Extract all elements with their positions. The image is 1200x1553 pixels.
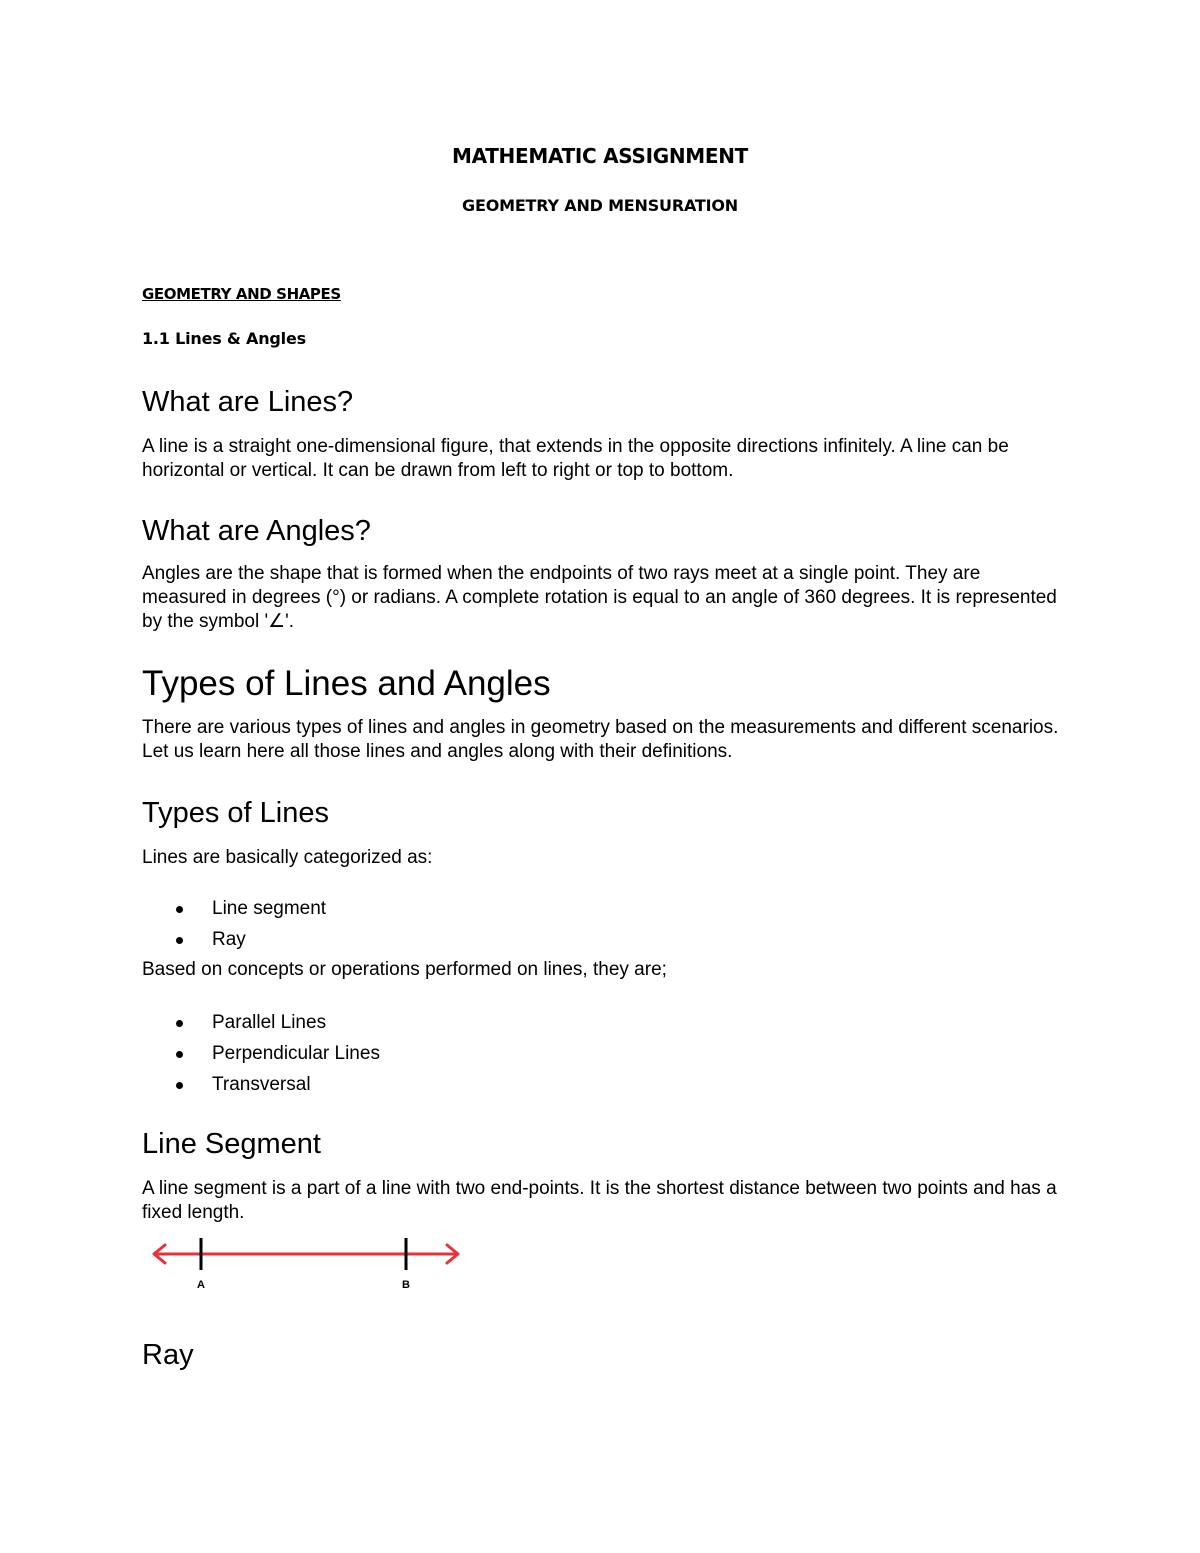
- line-operations-list: [142, 1007, 380, 1100]
- point-b-label: B: [402, 1279, 410, 1291]
- angles-paragraph: Angles are the shape that is formed when the endpoints of two rays meet at a single point. They are measured in degrees (°) or radians. A complete rotation is equal to an angle of 360 degrees. It is represented by the symbol '∠'.: [142, 563, 1057, 632]
- types-of-lines-intro: Lines are basically categorized as:: [142, 847, 433, 868]
- line-categories-list: [142, 893, 326, 955]
- angles-heading: What are Angles?: [142, 515, 371, 547]
- list-item: Transversal: [142, 1069, 380, 1100]
- section-label: GEOMETRY AND SHAPES: [142, 285, 341, 303]
- types-paragraph: There are various types of lines and angles in geometry based on the measurements and different scenarios. Let us learn here all those lines and angles along with their definitions.: [142, 717, 1059, 762]
- list-item: Ray: [142, 924, 326, 955]
- line-segment-paragraph: A line segment is a part of a line with two end-points. It is the shortest distance between two points and has a fixed length.: [142, 1178, 1057, 1223]
- lines-heading: What are Lines?: [142, 386, 354, 418]
- list-item: Parallel Lines: [142, 1007, 380, 1038]
- types-heading: Types of Lines and Angles: [142, 664, 551, 703]
- list-item: Line segment: [142, 893, 326, 924]
- line-segment-heading: Line Segment: [142, 1128, 321, 1160]
- types-of-lines-heading: Types of Lines: [142, 797, 329, 829]
- types-of-lines-intro-2: Based on concepts or operations performed on lines, they are;: [142, 959, 667, 980]
- subsection-title: 1.1 Lines & Angles: [142, 329, 306, 348]
- bullet-icon: [176, 937, 183, 944]
- line-segment-diagram: [145, 1232, 465, 1296]
- point-a-label: A: [197, 1279, 205, 1291]
- bullet-icon: [176, 1082, 183, 1089]
- document-subtitle: GEOMETRY AND MENSURATION: [462, 196, 738, 215]
- list-item: Perpendicular Lines: [142, 1038, 380, 1069]
- document-title: MATHEMATIC ASSIGNMENT: [451, 144, 749, 168]
- bullet-icon: [176, 1020, 183, 1027]
- bullet-icon: [176, 906, 183, 913]
- ray-heading: Ray: [142, 1339, 194, 1371]
- bullet-icon: [176, 1051, 183, 1058]
- lines-paragraph: A line is a straight one-dimensional figure, that extends in the opposite directions infinitely. A line can be horizontal or vertical. It can be drawn from left to right or top to bottom.: [142, 436, 1009, 481]
